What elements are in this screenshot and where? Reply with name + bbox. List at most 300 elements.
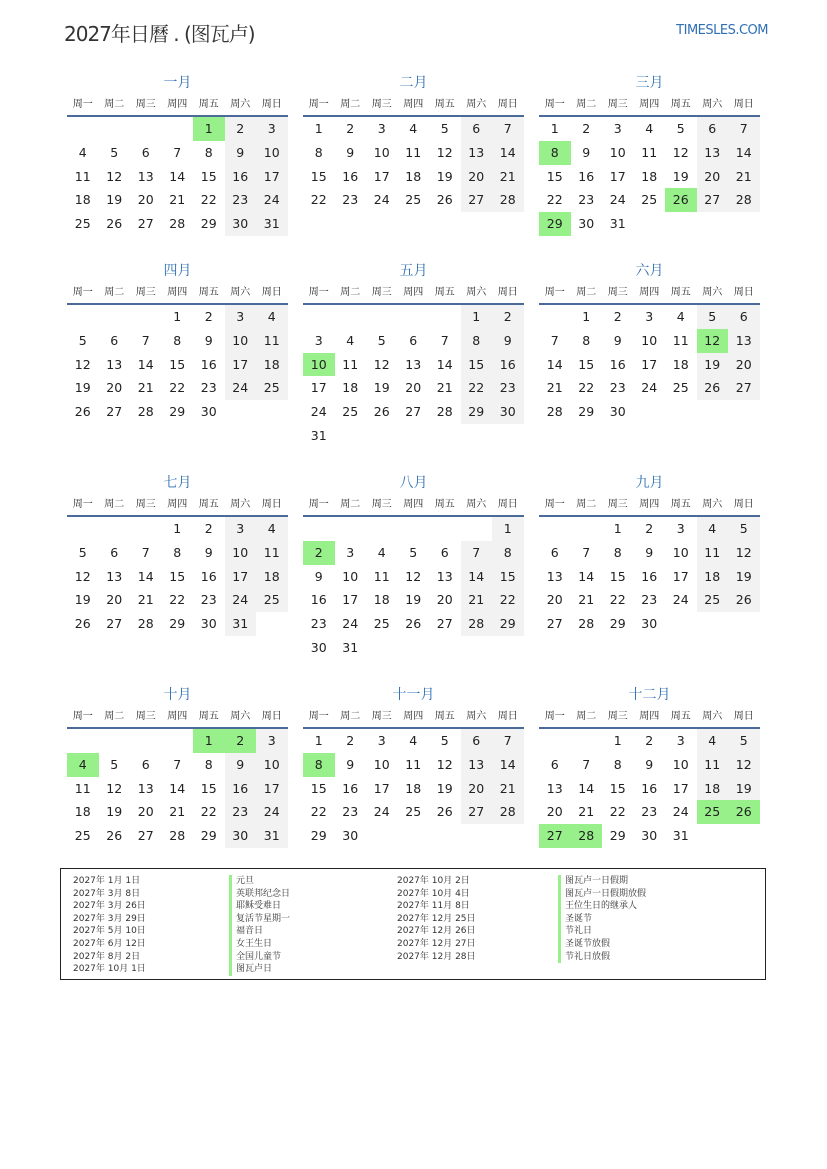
- day-cell: 21: [546, 380, 563, 396]
- holiday-date: 2027年 1月 1日: [73, 876, 141, 886]
- day-cell: 16: [641, 568, 658, 584]
- weekday-label: 周五: [670, 99, 691, 110]
- month-1: [67, 72, 288, 236]
- day-cell: 4: [697, 517, 729, 541]
- weekday-header: [539, 283, 760, 305]
- day-cell: 29: [310, 828, 327, 844]
- weekday-label: 周一: [72, 711, 93, 722]
- month-name: 十月: [163, 687, 192, 703]
- day-cell: 29: [492, 612, 524, 636]
- day-cell: 15: [200, 168, 217, 184]
- weekday-label: 周六: [702, 711, 723, 722]
- day-cell: 15: [492, 565, 524, 589]
- holiday-dates-col-2: [397, 875, 476, 963]
- day-cell: 20: [461, 165, 493, 189]
- day-cell: 26: [74, 616, 91, 632]
- day-cell: 22: [461, 376, 493, 400]
- day-cell: 7: [141, 332, 150, 348]
- empty-cell: [162, 729, 194, 753]
- day-cell: 22: [310, 804, 327, 820]
- day-cell: 5: [440, 733, 449, 748]
- day-cell: 31: [310, 427, 327, 443]
- holiday-name: 图瓦卢一日假期: [558, 875, 646, 888]
- day-cell: 23: [492, 376, 524, 400]
- day-cell: 18: [672, 356, 689, 372]
- day-cell: 12: [106, 168, 123, 184]
- day-cell: 10: [373, 144, 390, 160]
- empty-cell: [130, 305, 162, 329]
- month-name: 二月: [399, 75, 428, 91]
- holiday-name: 复活节星期一: [229, 913, 290, 926]
- weekday-label: 周六: [466, 499, 487, 510]
- day-cell: 12: [436, 756, 453, 772]
- empty-cell: [67, 305, 99, 329]
- holiday-day-cell: 27: [539, 824, 571, 848]
- day-cell: 12: [405, 568, 422, 584]
- day-cell: 25: [672, 380, 689, 396]
- day-cell: 10: [373, 756, 390, 772]
- day-cell: 18: [74, 804, 91, 820]
- day-cell: 17: [672, 780, 689, 796]
- weekday-label: 周五: [434, 711, 455, 722]
- holiday-date: 2027年 10月 2日: [397, 876, 470, 886]
- day-grid: [67, 305, 288, 424]
- empty-cell: [571, 729, 603, 753]
- holiday-day-cell: 28: [571, 824, 603, 848]
- day-cell: 16: [200, 568, 217, 584]
- day-cell: 1: [613, 521, 622, 536]
- day-cell: 2: [492, 305, 524, 329]
- day-cell: 13: [461, 753, 493, 777]
- weekday-header: [67, 95, 288, 117]
- day-cell: 16: [342, 168, 359, 184]
- weekday-label: 周四: [403, 499, 424, 510]
- day-cell: 26: [106, 216, 123, 232]
- day-cell: 10: [225, 329, 257, 353]
- day-cell: 10: [225, 541, 257, 565]
- day-cell: 9: [582, 144, 591, 160]
- day-cell: 3: [645, 309, 654, 324]
- day-cell: 22: [310, 192, 327, 208]
- day-cell: 13: [106, 568, 123, 584]
- day-cell: 4: [346, 332, 355, 348]
- day-cell: 5: [110, 144, 119, 160]
- weekday-label: 周二: [340, 287, 361, 298]
- weekday-label: 周五: [670, 287, 691, 298]
- day-cell: 22: [169, 592, 186, 608]
- weekday-label: 周六: [230, 99, 251, 110]
- weekday-label: 周三: [607, 99, 628, 110]
- site-link[interactable]: TIMESLES.COM: [676, 23, 768, 38]
- day-cell: 20: [728, 353, 760, 377]
- day-cell: 4: [697, 729, 729, 753]
- day-cell: 6: [697, 117, 729, 141]
- day-cell: 3: [377, 121, 386, 136]
- day-cell: 13: [697, 141, 729, 165]
- day-cell: 5: [440, 121, 449, 136]
- day-cell: 18: [256, 353, 288, 377]
- day-cell: 3: [256, 729, 288, 753]
- day-cell: 21: [436, 380, 453, 396]
- day-cell: 8: [204, 144, 213, 160]
- day-cell: 30: [225, 824, 257, 848]
- day-cell: 29: [169, 404, 186, 420]
- day-cell: 20: [137, 804, 154, 820]
- empty-cell: [99, 517, 131, 541]
- day-cell: 28: [728, 188, 760, 212]
- day-cell: 29: [169, 616, 186, 632]
- day-cell: 3: [676, 521, 685, 536]
- month-name: 十一月: [392, 687, 435, 703]
- day-cell: 26: [405, 616, 422, 632]
- day-cell: 2: [645, 521, 654, 536]
- day-cell: 14: [169, 780, 186, 796]
- day-cell: 24: [672, 804, 689, 820]
- day-cell: 31: [609, 216, 626, 232]
- day-cell: 26: [728, 588, 760, 612]
- day-cell: 17: [310, 380, 327, 396]
- day-cell: 18: [342, 380, 359, 396]
- day-cell: 14: [546, 356, 563, 372]
- holiday-name: 英联邦纪念日: [229, 888, 290, 901]
- day-cell: 22: [200, 804, 217, 820]
- day-cell: 4: [256, 517, 288, 541]
- holiday-name: 节礼日: [558, 925, 646, 938]
- weekday-label: 周五: [434, 99, 455, 110]
- day-cell: 20: [546, 804, 563, 820]
- day-cell: 5: [78, 544, 87, 560]
- day-cell: 23: [342, 192, 359, 208]
- holiday-date: 2027年 6月 12日: [73, 938, 146, 949]
- day-cell: 6: [461, 729, 493, 753]
- day-cell: 29: [200, 828, 217, 844]
- day-cell: 17: [609, 168, 626, 184]
- day-cell: 11: [697, 541, 729, 565]
- month-name: 五月: [399, 263, 428, 279]
- holiday-name: 全国儿童节: [229, 951, 290, 964]
- holiday-day-cell: 29: [539, 212, 571, 236]
- day-cell: 21: [578, 592, 595, 608]
- weekday-label: 周二: [104, 711, 125, 722]
- day-cell: 24: [609, 192, 626, 208]
- month-4: [67, 260, 288, 424]
- weekday-label: 周三: [371, 99, 392, 110]
- day-cell: 2: [346, 121, 355, 136]
- month-7: [67, 472, 288, 636]
- day-cell: 2: [582, 121, 591, 136]
- day-cell: 30: [641, 828, 658, 844]
- day-cell: 23: [310, 616, 327, 632]
- day-cell: 29: [461, 400, 493, 424]
- day-cell: 7: [141, 544, 150, 560]
- day-cell: 21: [728, 165, 760, 189]
- day-cell: 4: [676, 309, 685, 324]
- day-cell: 26: [436, 804, 453, 820]
- day-cell: 2: [204, 309, 213, 324]
- day-cell: 15: [461, 353, 493, 377]
- day-cell: 17: [373, 780, 390, 796]
- day-cell: 21: [137, 380, 154, 396]
- day-cell: 13: [137, 168, 154, 184]
- day-cell: 4: [256, 305, 288, 329]
- day-cell: 29: [609, 828, 626, 844]
- weekday-header: [67, 495, 288, 517]
- day-cell: 6: [110, 332, 119, 348]
- day-cell: 3: [346, 544, 355, 560]
- weekday-label: 周四: [167, 287, 188, 298]
- day-grid: [303, 117, 524, 212]
- weekday-label: 周一: [544, 711, 565, 722]
- weekday-label: 周五: [198, 499, 219, 510]
- day-cell: 8: [173, 544, 182, 560]
- weekday-label: 周五: [198, 287, 219, 298]
- day-cell: 2: [225, 117, 257, 141]
- day-cell: 30: [200, 404, 217, 420]
- weekday-label: 周五: [670, 711, 691, 722]
- weekday-label: 周三: [135, 499, 156, 510]
- day-cell: 19: [728, 777, 760, 801]
- day-cell: 9: [613, 332, 622, 348]
- day-cell: 23: [200, 380, 217, 396]
- weekday-label: 周四: [403, 287, 424, 298]
- day-cell: 11: [256, 329, 288, 353]
- day-cell: 5: [728, 517, 760, 541]
- day-cell: 13: [546, 568, 563, 584]
- day-cell: 19: [672, 168, 689, 184]
- weekday-label: 周一: [72, 499, 93, 510]
- weekday-label: 周二: [340, 711, 361, 722]
- day-cell: 25: [256, 588, 288, 612]
- empty-cell: [539, 517, 571, 541]
- day-cell: 11: [405, 756, 422, 772]
- day-cell: 8: [461, 329, 493, 353]
- day-cell: 23: [609, 380, 626, 396]
- day-cell: 14: [137, 356, 154, 372]
- day-cell: 3: [225, 305, 257, 329]
- holiday-name: 圣诞节: [558, 913, 646, 926]
- day-cell: 12: [106, 780, 123, 796]
- weekday-label: 周一: [72, 99, 93, 110]
- holiday-day-cell: 1: [193, 729, 225, 753]
- weekday-header: [67, 283, 288, 305]
- day-cell: 28: [137, 616, 154, 632]
- day-cell: 8: [314, 144, 323, 160]
- holiday-date: 2027年 10月 1日: [73, 964, 146, 975]
- day-cell: 10: [672, 544, 689, 560]
- day-cell: 26: [74, 404, 91, 420]
- day-cell: 19: [697, 353, 729, 377]
- month-8: [303, 472, 524, 660]
- page-title: 2027年日曆 . (图瓦卢): [64, 22, 255, 46]
- day-cell: 14: [436, 356, 453, 372]
- day-cell: 21: [492, 165, 524, 189]
- day-cell: 8: [173, 332, 182, 348]
- weekday-label: 周二: [576, 499, 597, 510]
- month-11: [303, 684, 524, 848]
- day-cell: 21: [169, 804, 186, 820]
- empty-cell: [130, 729, 162, 753]
- empty-cell: [99, 117, 131, 141]
- weekday-label: 周四: [403, 99, 424, 110]
- month-name: 十二月: [628, 687, 671, 703]
- empty-cell: [303, 305, 335, 329]
- day-cell: 14: [578, 780, 595, 796]
- day-cell: 14: [169, 168, 186, 184]
- day-cell: 30: [310, 639, 327, 655]
- day-cell: 27: [436, 616, 453, 632]
- day-cell: 20: [405, 380, 422, 396]
- day-cell: 24: [641, 380, 658, 396]
- day-cell: 20: [106, 592, 123, 608]
- weekday-label: 周四: [167, 499, 188, 510]
- weekday-label: 周四: [639, 287, 660, 298]
- day-cell: 30: [200, 616, 217, 632]
- day-cell: 11: [641, 144, 658, 160]
- weekday-label: 周一: [544, 499, 565, 510]
- day-cell: 17: [256, 777, 288, 801]
- empty-cell: [162, 117, 194, 141]
- weekday-label: 周日: [733, 99, 754, 110]
- day-cell: 19: [373, 380, 390, 396]
- day-cell: 22: [609, 804, 626, 820]
- weekday-label: 周五: [434, 499, 455, 510]
- day-cell: 17: [672, 568, 689, 584]
- day-cell: 29: [609, 616, 626, 632]
- empty-cell: [130, 517, 162, 541]
- day-cell: 20: [137, 192, 154, 208]
- day-cell: 27: [461, 800, 493, 824]
- day-cell: 10: [342, 568, 359, 584]
- holiday-name: 王位生日的继承人: [558, 900, 646, 913]
- day-cell: 7: [728, 117, 760, 141]
- day-cell: 16: [492, 353, 524, 377]
- day-cell: 4: [409, 733, 418, 748]
- weekday-label: 周四: [639, 99, 660, 110]
- day-cell: 12: [728, 541, 760, 565]
- weekday-label: 周日: [497, 287, 518, 298]
- day-grid: [67, 729, 288, 848]
- day-cell: 15: [609, 780, 626, 796]
- day-cell: 20: [436, 592, 453, 608]
- empty-cell: [366, 517, 398, 541]
- day-cell: 1: [492, 517, 524, 541]
- day-cell: 8: [204, 756, 213, 772]
- holiday-day-cell: 25: [697, 800, 729, 824]
- day-cell: 3: [256, 117, 288, 141]
- day-cell: 16: [342, 780, 359, 796]
- day-cell: 8: [582, 332, 591, 348]
- empty-cell: [67, 517, 99, 541]
- weekday-label: 周一: [308, 99, 329, 110]
- day-cell: 11: [256, 541, 288, 565]
- holiday-day-cell: 8: [303, 753, 335, 777]
- day-cell: 1: [314, 733, 323, 748]
- day-cell: 28: [169, 828, 186, 844]
- weekday-label: 周日: [261, 711, 282, 722]
- day-cell: 25: [256, 376, 288, 400]
- day-cell: 6: [728, 305, 760, 329]
- day-cell: 19: [74, 592, 91, 608]
- weekday-label: 周一: [308, 711, 329, 722]
- day-cell: 7: [492, 117, 524, 141]
- day-cell: 21: [169, 192, 186, 208]
- weekday-header: [539, 495, 760, 517]
- day-cell: 15: [310, 168, 327, 184]
- empty-cell: [99, 305, 131, 329]
- month-name: 八月: [399, 475, 428, 491]
- day-cell: 5: [78, 332, 87, 348]
- day-cell: 16: [225, 165, 257, 189]
- day-cell: 27: [461, 188, 493, 212]
- weekday-label: 周一: [544, 99, 565, 110]
- day-cell: 2: [613, 309, 622, 324]
- weekday-label: 周六: [230, 711, 251, 722]
- day-cell: 2: [645, 733, 654, 748]
- weekday-label: 周六: [702, 287, 723, 298]
- month-2: [303, 72, 524, 212]
- weekday-label: 周日: [497, 499, 518, 510]
- day-cell: 10: [672, 756, 689, 772]
- day-cell: 27: [697, 188, 729, 212]
- month-name: 四月: [163, 263, 192, 279]
- weekday-header: [303, 283, 524, 305]
- day-cell: 11: [373, 568, 390, 584]
- day-cell: 22: [546, 192, 563, 208]
- day-cell: 5: [697, 305, 729, 329]
- day-cell: 19: [436, 168, 453, 184]
- weekday-label: 周二: [576, 99, 597, 110]
- day-cell: 15: [609, 568, 626, 584]
- empty-cell: [67, 729, 99, 753]
- weekday-label: 周三: [371, 287, 392, 298]
- month-10: [67, 684, 288, 848]
- holiday-name: 元旦: [229, 875, 290, 888]
- day-cell: 16: [609, 356, 626, 372]
- day-cell: 4: [645, 121, 654, 136]
- holiday-names-col-1: [229, 875, 290, 976]
- day-cell: 19: [405, 592, 422, 608]
- day-cell: 15: [546, 168, 563, 184]
- day-cell: 29: [578, 404, 595, 420]
- day-cell: 13: [137, 780, 154, 796]
- day-cell: 24: [373, 804, 390, 820]
- day-cell: 23: [578, 192, 595, 208]
- holiday-day-cell: 2: [225, 729, 257, 753]
- weekday-label: 周六: [230, 287, 251, 298]
- day-cell: 19: [728, 565, 760, 589]
- day-cell: 12: [436, 144, 453, 160]
- day-cell: 2: [346, 733, 355, 748]
- day-cell: 3: [314, 332, 323, 348]
- day-cell: 7: [582, 544, 591, 560]
- day-cell: 6: [110, 544, 119, 560]
- day-cell: 23: [225, 800, 257, 824]
- empty-cell: [539, 729, 571, 753]
- holiday-name: 女王生日: [229, 938, 290, 951]
- weekday-label: 周日: [733, 499, 754, 510]
- day-cell: 13: [546, 780, 563, 796]
- empty-cell: [335, 305, 367, 329]
- day-cell: 18: [697, 777, 729, 801]
- day-grid: [303, 729, 524, 848]
- day-cell: 24: [225, 588, 257, 612]
- holiday-date: 2027年 3月 29日: [73, 913, 146, 924]
- day-cell: 6: [461, 117, 493, 141]
- day-cell: 13: [728, 329, 760, 353]
- day-cell: 16: [578, 168, 595, 184]
- day-cell: 6: [141, 756, 150, 772]
- day-cell: 13: [461, 141, 493, 165]
